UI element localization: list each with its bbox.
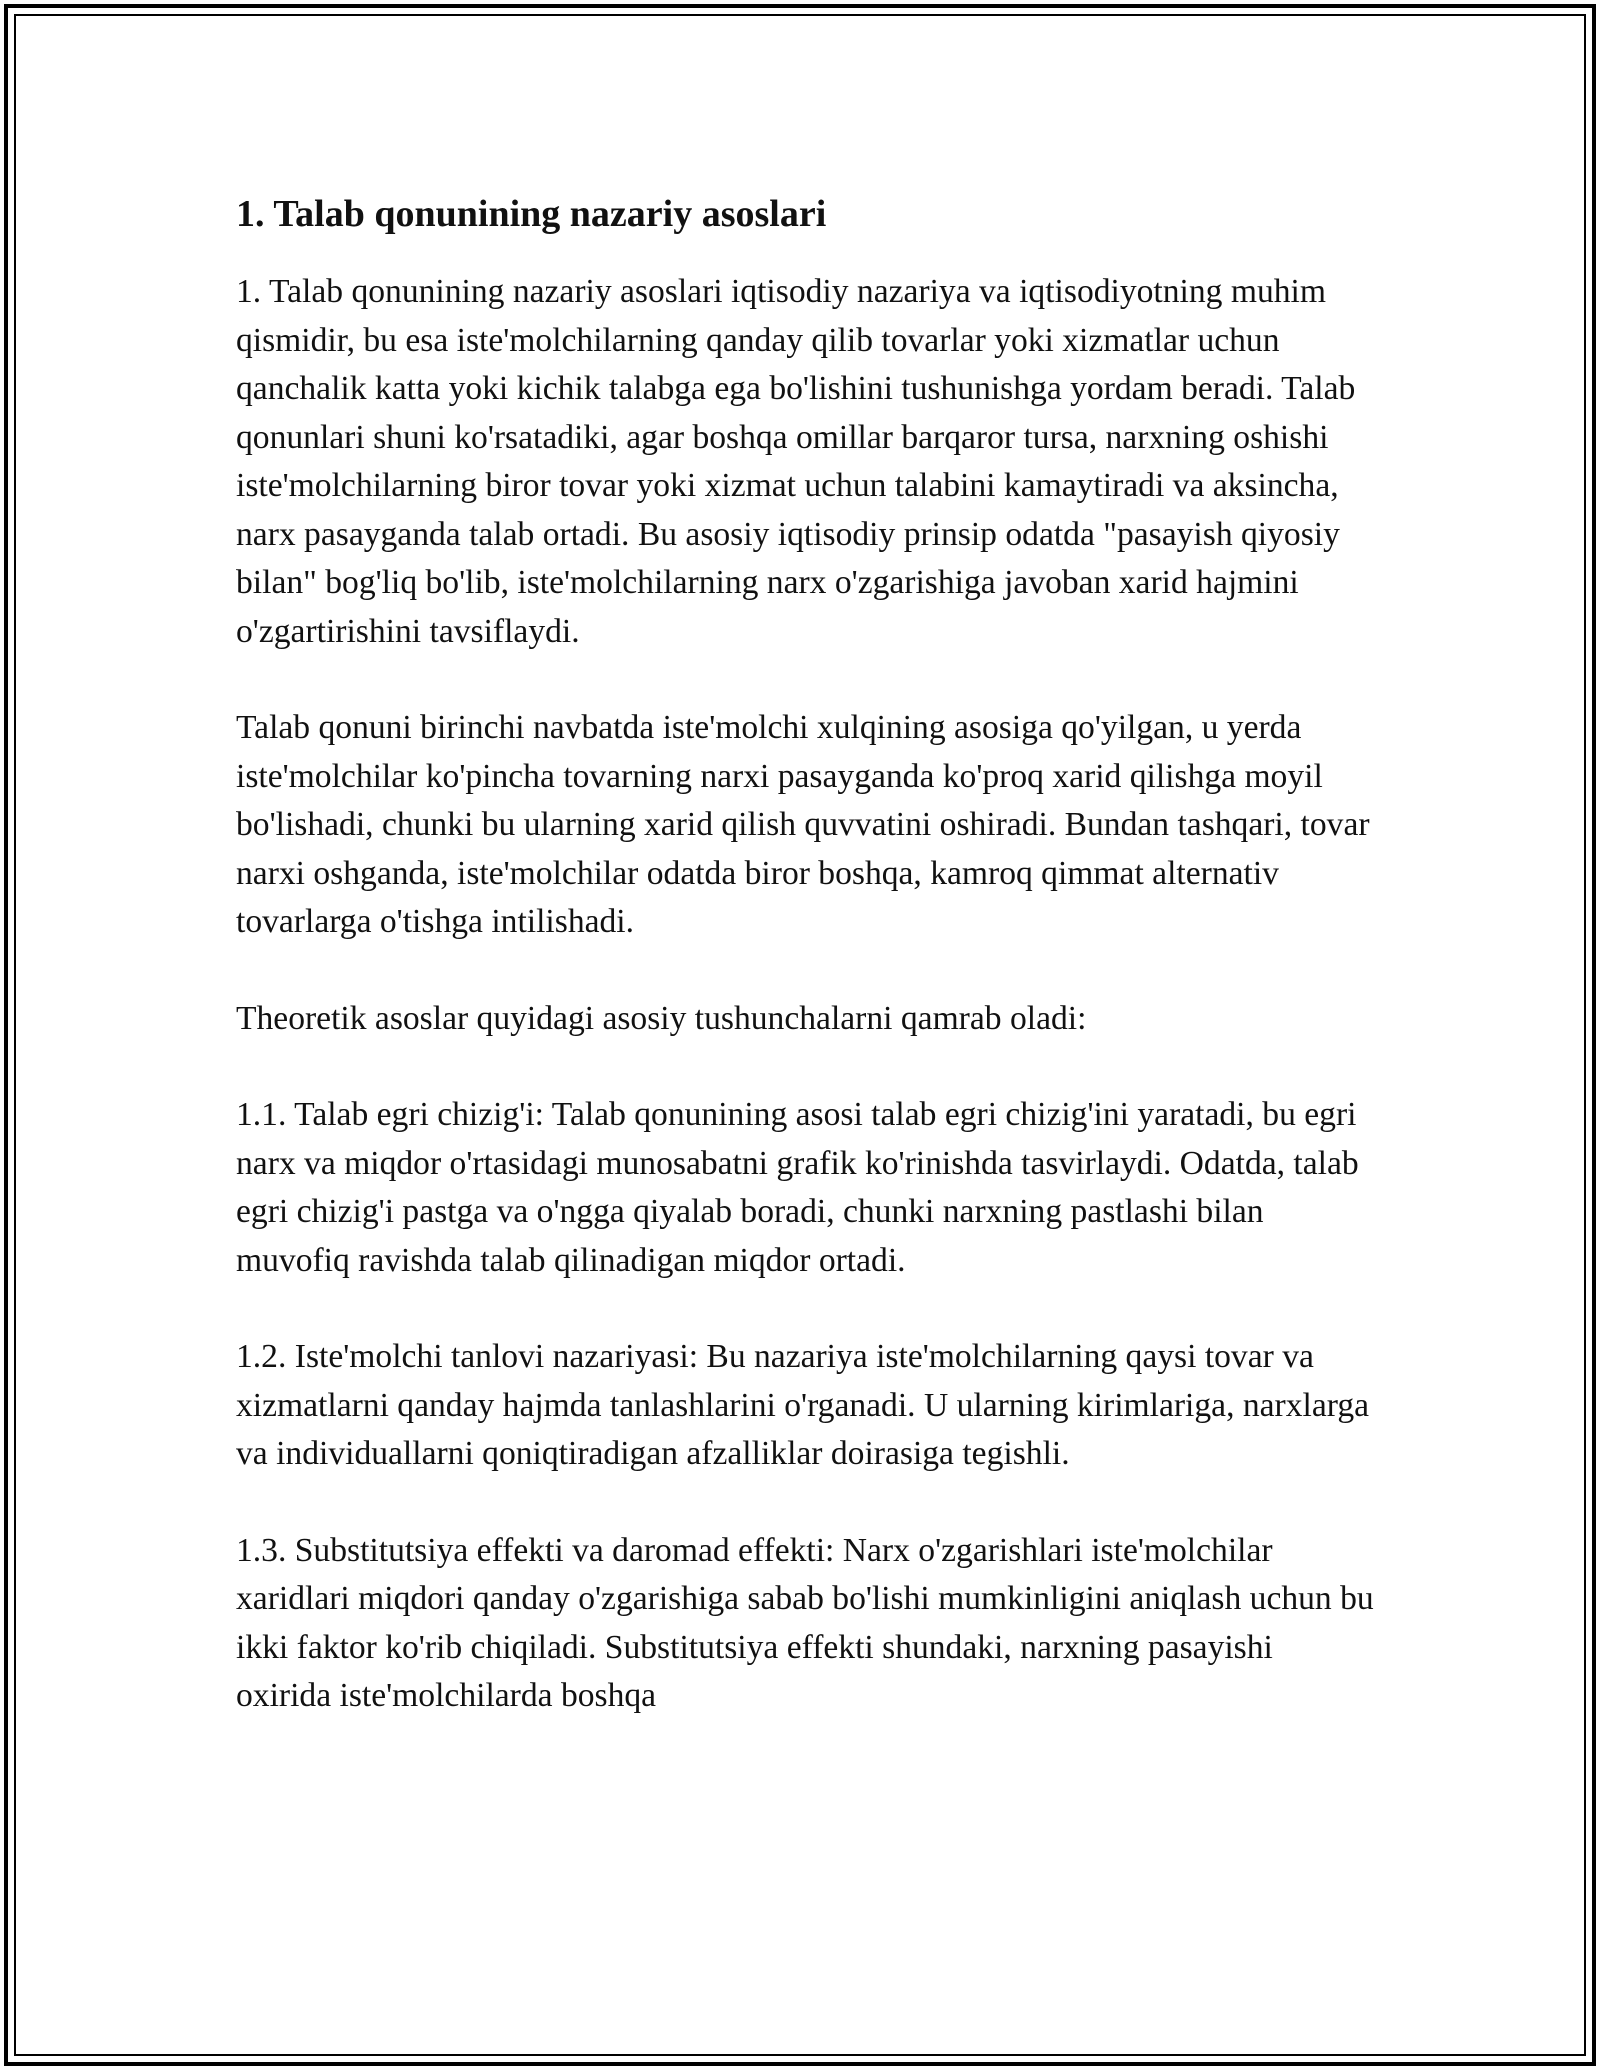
paragraph-concepts-lead: Theoretik asoslar quyidagi asosiy tushunchalarni qamrab oladi: [236, 999, 1087, 1037]
paragraph-consumer-choice: 1.2. Iste'molchi tanlovi nazariyasi: Bu nazariya iste'molchilarning qaysi tovar va xizmatlarni qanday hajmda tanlashlarini o'rganadi. U ularning kirimlariga, narxlarga va individuallarni qoniqtiradigan afzalliklar doirasiga tegishli. [236, 1338, 1370, 1472]
paragraph-intro: 1. Talab qonunining nazariy asoslari iqtisodiy nazariya va iqtisodiyotning muhim qismidir, bu esa iste'molchilarning qanday qilib tovarlar yoki xizmatlar uchun qanchalik katta yoki kichik talabga ega bo'lishini tushunishga yordam beradi. Talab qonunlari shuni ko'rsatadiki, agar boshqa omillar barqaror tursa, narxning oshishi iste'molchilarning biror tovar yoki xizmat uchun talabini kamaytiradi va aksincha, narx pasayganda talab ortadi. Bu asosiy iqtisodiy prinsip odatda "pasayish qiyosiy bilan" bog'liq bo'lib, iste'molchilarning narx o'zgarishiga javoban xarid hajmini o'zgartirishini tavsiflaydi. [236, 273, 1356, 650]
paragraph-demand-curve: 1.1. Talab egri chizig'i: Talab qonunining asosi talab egri chizig'ini yaratadi, bu egri narx va miqdor o'rtasidagi munosabatni grafik ko'rinishda tasvirlaydi. Odatda, talab egri chizig'i pastga va o'ngga qiyalab boradi, chunki narxning pastlashi bilan muvofiq ravishda talab qilinadigan miqdor ortadi. [236, 1096, 1359, 1279]
paragraph-substitution-income: 1.3. Substitutsiya effekti va daromad effekti: Narx o'zgarishlari iste'molchilar xaridlari miqdori qanday o'zgarishiga sabab bo'lishi mumkinligini aniqlash uchun bu ikki faktor ko'rib chiqiladi. Substitutsiya effekti shundaki, narxning pasayishi oxirida iste'molchilarda boshqa [236, 1531, 1374, 1714]
paragraph-consumer-behavior: Talab qonuni birinchi navbatda iste'molchi xulqining asosiga qo'yilgan, u yerda iste'molchilar ko'pincha tovarning narxi pasayganda ko'proq xarid qilishga moyil bo'lishadi, chunki bu ularning xarid qilish quvvatini oshiradi. Bundan tashqari, tovar narxi oshganda, iste'molchilar odatda biror boshqa, kamroq qimmat alternativ tovarlarga o'tishga intilishadi. [236, 709, 1370, 940]
document-body [236, 186, 1376, 1721]
section-heading: 1. Talab qonunining nazariy asoslari [236, 193, 827, 235]
